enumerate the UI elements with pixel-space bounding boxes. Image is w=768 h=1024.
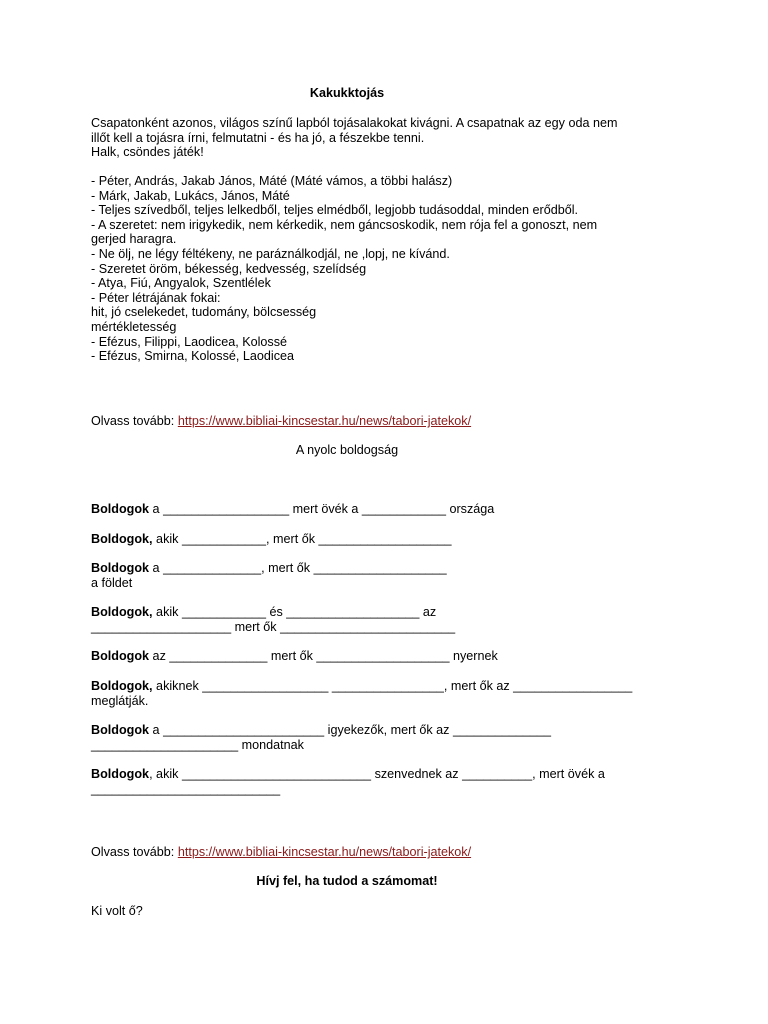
list-item: - Márk, Jakab, Lukács, János, Máté [91, 188, 290, 203]
read-more-link[interactable]: https://www.bibliai-kincsestar.hu/news/tabori-jatekok/ [177, 414, 472, 428]
beatitude-line [91, 502, 494, 517]
read-more-1 [91, 414, 471, 429]
list-item: hit, jó cselekedet, tudomány, bölcsesség [91, 305, 317, 320]
line-text: , akik ___________________________ szenvednek az __________, mert övék a [149, 767, 605, 781]
keyword: Boldogok [91, 561, 150, 575]
beatitude-line [91, 649, 498, 664]
beatitude-line [91, 605, 455, 620]
beatitude-line [91, 561, 447, 576]
line-text: a ______________, mert ők ___________________ [149, 561, 447, 575]
keyword: Boldogok [91, 767, 150, 781]
line-text: a földet [91, 575, 133, 590]
read-more-label: Olvass tovább: [91, 845, 178, 859]
line-text: akik ____________, mert ők ___________________ [152, 532, 452, 546]
section-title-beatitudes: A nyolc boldogság [295, 443, 399, 457]
beatitude-line [91, 620, 455, 635]
list-item: mértékletesség [91, 319, 177, 334]
line-text: _____________________ mondatnak [91, 737, 304, 752]
beatitude-line [91, 532, 452, 547]
beatitude-5 [91, 649, 498, 664]
list-item: - Teljes szívedből, teljes lelkedből, teljes elmédből, legjobb tudásoddal, minden erődből. [91, 203, 579, 218]
beatitude-line [91, 723, 551, 738]
beatitude-line [91, 782, 605, 797]
list-item: - A szeretet: nem irigykedik, nem kérkedik, nem gáncsoskodik, nem rója fel a gonoszt, nem [91, 217, 598, 232]
intro-line: Halk, csöndes játék! [91, 145, 204, 160]
intro-line: Csapatonként azonos, világos színű lapból tojásalakokat kivágni. A csapatnak az egy oda nem [91, 116, 618, 130]
list-item: - Szeretet öröm, békesség, kedvesség, szelídség [91, 261, 367, 276]
beatitude-line [91, 694, 632, 709]
beatitude-8 [91, 767, 605, 796]
beatitude-4 [91, 605, 455, 634]
beatitude-1 [91, 502, 494, 517]
beatitude-line [91, 738, 551, 753]
line-text: ____________________ mert ők _________________________ [91, 619, 456, 634]
beatitude-7 [91, 723, 551, 752]
beatitude-line [91, 767, 605, 782]
beatitude-6 [91, 679, 632, 708]
list-item: gerjed haragra. [91, 232, 177, 247]
intro-paragraph [91, 116, 617, 160]
keyword: Boldogok [91, 649, 150, 663]
beatitude-2 [91, 532, 452, 547]
read-more-label: Olvass tovább: [91, 414, 178, 428]
line-text: meglátják. [91, 693, 149, 708]
read-more-link[interactable]: https://www.bibliai-kincsestar.hu/news/tabori-jatekok/ [177, 845, 472, 859]
list-item: - Péter, András, Jakab János, Máté (Máté vámos, a többi halász) [91, 174, 453, 188]
read-more-2 [91, 845, 471, 860]
line-text: a __________________ mert övék a ____________ országa [149, 502, 495, 516]
line-text: a _______________________ igyekezők, mert ők az ______________ [149, 723, 551, 737]
keyword: Boldogok, [91, 605, 153, 619]
keyword: Boldogok, [91, 532, 153, 546]
beatitude-3 [91, 561, 447, 590]
question-text: Ki volt ő? [91, 904, 143, 918]
list-item: - Efézus, Filippi, Laodicea, Kolossé [91, 334, 288, 349]
keyword: Boldogok, [91, 679, 153, 693]
keyword: Boldogok [91, 502, 150, 516]
list-item: - Atya, Fiú, Angyalok, Szentlélek [91, 276, 271, 291]
section-title-call: Hívj fel, ha tudod a számomat! [256, 874, 438, 888]
list-item: - Efézus, Smirna, Kolossé, Laodicea [91, 349, 295, 364]
beatitude-line [91, 576, 447, 591]
intro-line: illőt kell a tojásra írni, felmutatni - és ha jó, a fészekbe tenni. [91, 130, 425, 145]
keyword: Boldogok [91, 723, 150, 737]
line-text: akiknek __________________ ________________, mert ők az _________________ [152, 679, 633, 693]
line-text: akik ____________ és ___________________ az [152, 605, 437, 619]
beatitude-line [91, 679, 632, 694]
document-title: Kakukktojás [309, 86, 385, 100]
list-item: - Péter létrájának fokai: [91, 290, 221, 305]
odd-one-out-list [91, 174, 597, 364]
line-text: az ______________ mert ők ___________________ nyernek [149, 649, 498, 663]
list-item: - Ne ölj, ne légy féltékeny, ne paráználkodjál, ne ,lopj, ne kívánd. [91, 246, 450, 261]
line-text: ___________________________ [91, 781, 281, 796]
